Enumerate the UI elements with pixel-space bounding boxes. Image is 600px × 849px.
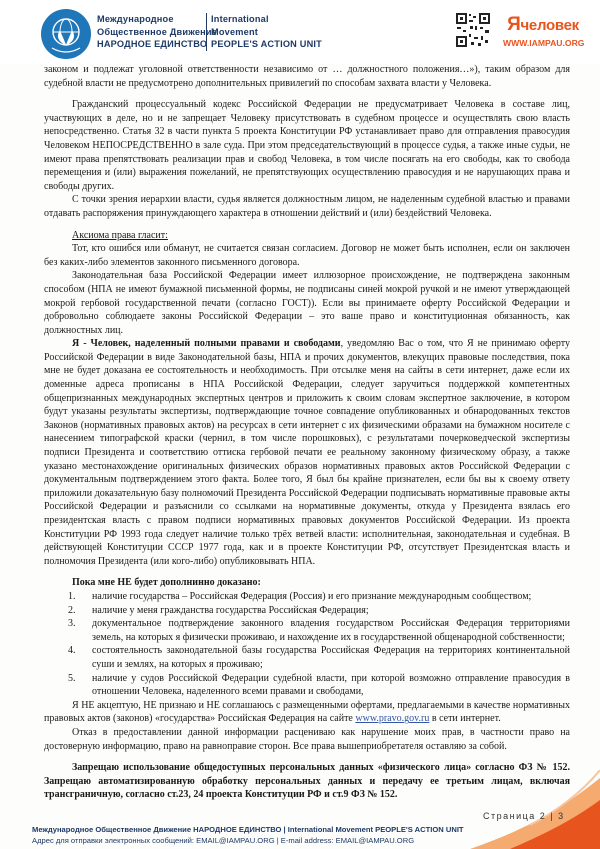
footer-org-line: Международное Общественное Движение НАРОДНОЕ ЕДИНСТВО | International Movement PEOPLE'S ACTION UNIT — [32, 825, 464, 834]
list-item: 3. документальное подтверждение законного владения государством Российская Федерация территориями земель, на которых я физически проживаю, и нахождение их в государственной общенародной собственности; — [68, 618, 570, 643]
paragraph-civil-procedure: Гражданский процессуальный кодекс Российской Федерации не предусматривает Человека в составе лиц, участвующих в деле, но и не запрещает Человеку присутствовать в судебном процессе и осуществлять свою власть непосредственно. Статья 32 в части пункта 5 проекта Конституции РФ устанавливает право для отправления правосудия Человеком НЕПОСРЕДСТВЕННО в зале суда. При этом председательствующий в процессе судья, а также иные судьи, не имеют права препятствовать реализации прав и свобод Человека, в том числе посягать на его свободы, как то свобода перемещения и (или) выражения пожеланий, не препятствующих осуществлению правосудия и не нарушающих права и свободы других. — [44, 99, 570, 192]
paragraph-personal-data: Запрещаю использование общедоступных персональных данных «физического лица» согласно ФЗ № 152. Запрещаю автоматизированную обработку персональных данных и передачу ее третьим лицам, включая трансграничную, согласно ст.23, 24 проекта Конституции РФ и ст.9 ФЗ № 152. — [44, 762, 570, 801]
paragraph-no-accept: Я НЕ акцептую, НЕ признаю и НЕ соглашаюсь с размещенными офертами, предлагаемыми в качестве нормативных правовых актов (законов) «государства» Российская Федерация на сайте www.pravo.gov.ru в сети интернет. — [44, 699, 570, 725]
un-environment-logo-icon — [40, 8, 92, 60]
unproven-heading: Пока мне НЕ будет дополнинно доказано: — [72, 577, 261, 589]
org-name-ru: Международное Общественное Движение НАРОДНОЕ ЕДИНСТВО — [97, 14, 218, 49]
paragraph-judge-hierarchy: С точки зрения иерархии власти, судья является должностным лицом, не наделенным судебной властью и правами отдавать распоряжения принуждающего характера в отношении действий и (или) бездействий Человека. — [44, 194, 570, 219]
list-item: 5. наличие у судов Российской Федерации судебной власти, при которой возможно отправление правосудия в отношении Человека, наделенного всеми правами и свободами, — [68, 672, 570, 698]
paragraph-refusal: Отказ в предоставлении данной информации расцениваю как нарушение моих прав, в частности право на достоверную информацию, право на равноправие сторон. Все права вышеприобретателя оставляю за собой. — [44, 726, 570, 752]
page-number: Страница 2 | 3 — [483, 811, 565, 821]
brand-logo: Ячеловек WWW.IAMPAU.ORG — [503, 14, 585, 48]
paragraph-continuation: законом и подлежат уголовной ответственности независимо от … должностного положения…»), таким образом для судебной власти не предусмотрено дополнительных привилегий по способам захвата власти у Человека. — [44, 64, 570, 89]
org-name-en: International Movement PEOPLE'S ACTION UNIT — [206, 13, 322, 51]
list-item: 1. наличие государства – Российская Федерация (Россия) и его признание международным сообществом; — [68, 590, 532, 602]
list-item: 2. наличие у меня гражданства государства Российская Федерация; — [68, 604, 369, 616]
unproven-list — [44, 590, 570, 699]
brand-site-link[interactable]: WWW.IAMPAU.ORG — [503, 38, 585, 48]
axiom-heading: Аксиома права гласит: — [72, 229, 168, 241]
paragraph-axiom: Тот, кто ошибся или обманут, не считается связан согласием. Договор не может быть исполнен, если он заключен без каких-либо элементов законного письменного договора. — [44, 243, 570, 268]
list-item: 4. состоятельность законодательной базы государства Российская Федерация на территориях континентальной суши и землях, на которых я проживаю; — [68, 645, 570, 670]
document-body — [44, 63, 570, 802]
page-header — [0, 0, 600, 64]
qr-code-icon — [455, 12, 491, 48]
paragraph-notice: Я - Человек, наделенный полными правами и свободами, уведомляю Вас о том, что Я не принимаю оферту Российской Федерации в виде Законодательной базы, НПА и прочих документов, влекущих правовые последствия, пока мне не будет доказана ее состоятельность и необходимость. При отсылке меня на сайты в сети интернет, даже если их доменные адреса прописаны в НПА Российской Федерации, следует заручиться поддержкой компетентных общепризнанных международных экспертных центров и приложить к своим словам экспертное заключение, в котором будут указаны результаты экспертизы, подтверждающие точное совпадение опубликованных и обнародованных текстов Законов (нормативных правовых актов) на ресурсах в сети интернет с их физическими образами на бумажном носителе с нанесением типографской краски (чернил, в том числе порошковых), с результатами почерковедческой экспертизы подписи Президента и соответствию оттиска гербовой печати ее реальному законному физическому образу, а также указано местонахождение оригинальных физических образов нормативных правовых актов Российской Федерации с документальным подтверждением этого факта. Более того, Я был бы крайне признателен, если бы вы к своему ответу приложили доказательную базу полномочий Президента Российской Федерации подписывать нормативные правовые акты Российской Федерации и разъяснили со ссылками на нормативные документы, откуда у Президента взялась его президентская власть с правом подписи нормативных правовых документов Российской Федерации. Из проекта Конституции РФ 1993 года следует наличие только трёх ветвей власти: исполнительная, законодательная и судебная. В действующей Конституции СССР 1977 года, как и в проекте Конституции РФ, отсутствует Президентская власть и полномочия Президента (или кого-либо) опубликовывать НПА. — [44, 338, 570, 567]
paragraph-legislative-base: Законодательная база Российской Федерации имеет иллюзорное происхождение, не подтверждена законным способом (НПА не имеют бумажной письменной формы, не подписаны синей мокрой ручкой и не имеют утверждающей мокрой гербовой государственной печати (согласно ГОСТ)). Если вы принимаете оферту Российской Федерации и добровольно соблюдаете законы Российской Федерации – это ваше право и конституционная обязанность, как должностных лиц. — [44, 270, 570, 336]
footer-email-line: Адрес для отправки электронных сообщений: EMAIL@IAMPAU.ORG | E-mail address: EMAIL@IAMPAU.ORG — [32, 836, 415, 845]
page-footer — [32, 824, 472, 846]
pravo-gov-link[interactable]: www.pravo.gov.ru — [355, 713, 430, 725]
